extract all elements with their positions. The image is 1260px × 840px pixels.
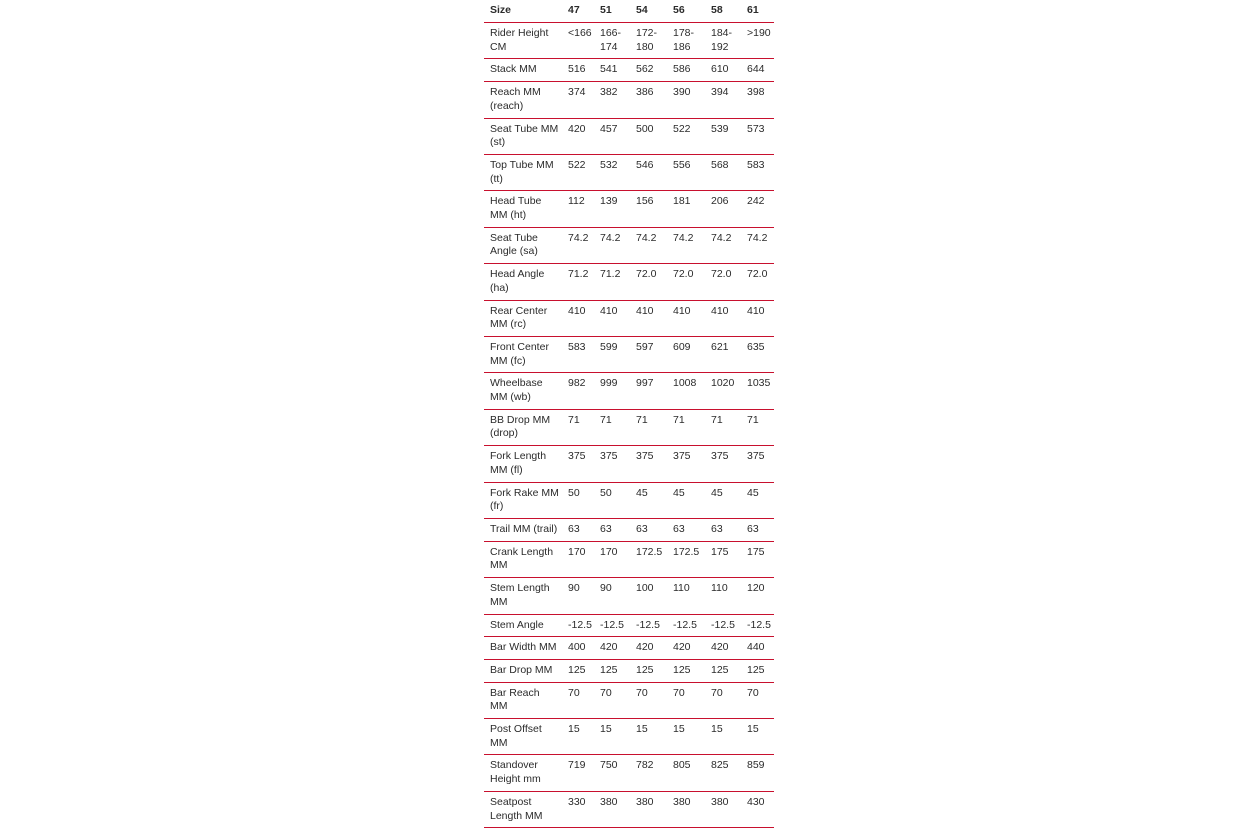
table-cell: 440 <box>741 637 774 660</box>
table-row <box>484 541 774 577</box>
table-cell: 782 <box>630 755 667 791</box>
table-cell: 420 <box>562 118 594 154</box>
table-cell: 242 <box>741 191 774 227</box>
table-cell: 70 <box>705 682 741 718</box>
table-cell: 330 <box>562 791 594 827</box>
table-cell: 70 <box>630 682 667 718</box>
table-cell: 621 <box>705 336 741 372</box>
table-cell: 63 <box>630 518 667 541</box>
row-label: Fork Length MM (fl) <box>484 446 562 482</box>
table-cell: 71 <box>630 409 667 445</box>
table-cell: 568 <box>705 154 741 190</box>
table-cell: 573 <box>741 118 774 154</box>
row-label: Fork Rake MM (fr) <box>484 482 562 518</box>
table-row <box>484 518 774 541</box>
row-label: Standover Height mm <box>484 755 562 791</box>
table-cell: 125 <box>667 659 705 682</box>
row-label: Seat Tube Angle (sa) <box>484 227 562 263</box>
table-cell: 410 <box>705 300 741 336</box>
table-cell: 175 <box>741 541 774 577</box>
table-cell: 546 <box>630 154 667 190</box>
table-cell: 71 <box>705 409 741 445</box>
size-column-header: 58 <box>705 0 741 23</box>
table-cell: 15 <box>562 719 594 755</box>
geometry-table <box>484 0 774 828</box>
table-cell: 100 <box>630 578 667 614</box>
table-row <box>484 614 774 637</box>
table-cell: 184-192 <box>705 23 741 59</box>
table-cell: 1035 <box>741 373 774 409</box>
table-cell: 74.2 <box>705 227 741 263</box>
table-cell: 859 <box>741 755 774 791</box>
table-cell: 375 <box>667 446 705 482</box>
geometry-table-container <box>484 0 774 828</box>
table-cell: 45 <box>705 482 741 518</box>
table-cell: 172.5 <box>630 541 667 577</box>
row-label: Reach MM (reach) <box>484 82 562 118</box>
table-cell: 997 <box>630 373 667 409</box>
table-cell: 71.2 <box>594 264 630 300</box>
table-cell: 206 <box>705 191 741 227</box>
row-label: Top Tube MM (tt) <box>484 154 562 190</box>
header-row <box>484 0 774 23</box>
table-cell: 999 <box>594 373 630 409</box>
row-label: Stem Angle <box>484 614 562 637</box>
table-cell: 522 <box>667 118 705 154</box>
table-cell: 375 <box>705 446 741 482</box>
row-label: Bar Drop MM <box>484 659 562 682</box>
table-cell: 539 <box>705 118 741 154</box>
table-cell: 45 <box>630 482 667 518</box>
table-cell: 63 <box>705 518 741 541</box>
table-cell: 110 <box>667 578 705 614</box>
table-cell: 410 <box>562 300 594 336</box>
table-row <box>484 227 774 263</box>
row-label: Seat Tube MM (st) <box>484 118 562 154</box>
table-cell: 110 <box>705 578 741 614</box>
table-cell: 644 <box>741 59 774 82</box>
table-cell: 982 <box>562 373 594 409</box>
table-cell: 375 <box>630 446 667 482</box>
table-cell: 125 <box>594 659 630 682</box>
table-cell: 380 <box>667 791 705 827</box>
table-cell: 71 <box>667 409 705 445</box>
table-cell: 74.2 <box>562 227 594 263</box>
row-label: Rider Height CM <box>484 23 562 59</box>
table-cell: 50 <box>562 482 594 518</box>
row-label: Wheelbase MM (wb) <box>484 373 562 409</box>
row-label: Stack MM <box>484 59 562 82</box>
table-row <box>484 118 774 154</box>
table-row <box>484 23 774 59</box>
table-cell: 386 <box>630 82 667 118</box>
table-row <box>484 336 774 372</box>
table-cell: 583 <box>741 154 774 190</box>
table-row <box>484 755 774 791</box>
table-cell: -12.5 <box>667 614 705 637</box>
table-cell: 172.5 <box>667 541 705 577</box>
table-cell: 125 <box>741 659 774 682</box>
table-cell: 398 <box>741 82 774 118</box>
row-label: Stem Length MM <box>484 578 562 614</box>
table-cell: 71 <box>741 409 774 445</box>
table-cell: 112 <box>562 191 594 227</box>
table-cell: 374 <box>562 82 594 118</box>
table-cell: 172-180 <box>630 23 667 59</box>
table-cell: >190 <box>741 23 774 59</box>
size-header: Size <box>484 0 562 23</box>
table-row <box>484 154 774 190</box>
table-cell: 522 <box>562 154 594 190</box>
table-cell: 375 <box>741 446 774 482</box>
table-cell: -12.5 <box>562 614 594 637</box>
table-row <box>484 446 774 482</box>
table-cell: 1020 <box>705 373 741 409</box>
table-cell: 635 <box>741 336 774 372</box>
table-cell: 125 <box>630 659 667 682</box>
table-cell: 45 <box>741 482 774 518</box>
table-cell: 750 <box>594 755 630 791</box>
table-cell: 125 <box>705 659 741 682</box>
table-row <box>484 300 774 336</box>
table-row <box>484 791 774 827</box>
table-cell: 71 <box>594 409 630 445</box>
table-cell: 380 <box>630 791 667 827</box>
size-column-header: 51 <box>594 0 630 23</box>
table-cell: 70 <box>562 682 594 718</box>
table-cell: 71.2 <box>562 264 594 300</box>
table-cell: 15 <box>667 719 705 755</box>
table-row <box>484 82 774 118</box>
table-cell: 410 <box>594 300 630 336</box>
table-cell: 599 <box>594 336 630 372</box>
table-cell: 380 <box>594 791 630 827</box>
table-cell: 74.2 <box>630 227 667 263</box>
table-cell: -12.5 <box>594 614 630 637</box>
row-label: Post Offset MM <box>484 719 562 755</box>
table-cell: 45 <box>667 482 705 518</box>
table-cell: 394 <box>705 82 741 118</box>
table-cell: -12.5 <box>741 614 774 637</box>
table-cell: 15 <box>630 719 667 755</box>
row-label: Head Angle (ha) <box>484 264 562 300</box>
row-label: Bar Reach MM <box>484 682 562 718</box>
table-cell: 375 <box>594 446 630 482</box>
table-cell: 15 <box>705 719 741 755</box>
row-label: Crank Length MM <box>484 541 562 577</box>
table-cell: 63 <box>741 518 774 541</box>
table-cell: 586 <box>667 59 705 82</box>
table-cell: 72.0 <box>741 264 774 300</box>
table-row <box>484 578 774 614</box>
table-cell: 70 <box>594 682 630 718</box>
table-cell: 420 <box>667 637 705 660</box>
table-cell: 457 <box>594 118 630 154</box>
table-cell: 15 <box>594 719 630 755</box>
table-row <box>484 682 774 718</box>
table-cell: 125 <box>562 659 594 682</box>
table-cell: 532 <box>594 154 630 190</box>
table-cell: 90 <box>562 578 594 614</box>
table-cell: 120 <box>741 578 774 614</box>
table-row <box>484 659 774 682</box>
row-label: Rear Center MM (rc) <box>484 300 562 336</box>
table-cell: 410 <box>667 300 705 336</box>
table-cell: 50 <box>594 482 630 518</box>
table-cell: 70 <box>667 682 705 718</box>
table-cell: 170 <box>562 541 594 577</box>
table-cell: 181 <box>667 191 705 227</box>
table-cell: 410 <box>741 300 774 336</box>
table-cell: 71 <box>562 409 594 445</box>
table-row <box>484 637 774 660</box>
table-cell: 420 <box>594 637 630 660</box>
table-cell: 63 <box>594 518 630 541</box>
table-cell: 72.0 <box>667 264 705 300</box>
table-cell: 597 <box>630 336 667 372</box>
table-cell: 170 <box>594 541 630 577</box>
table-row <box>484 719 774 755</box>
table-cell: 70 <box>741 682 774 718</box>
table-cell: 375 <box>562 446 594 482</box>
table-cell: 516 <box>562 59 594 82</box>
table-cell: 610 <box>705 59 741 82</box>
table-cell: 609 <box>667 336 705 372</box>
table-cell: 410 <box>630 300 667 336</box>
row-label: Bar Width MM <box>484 637 562 660</box>
table-cell: 63 <box>667 518 705 541</box>
table-row <box>484 59 774 82</box>
row-label: Head Tube MM (ht) <box>484 191 562 227</box>
size-column-header: 61 <box>741 0 774 23</box>
table-cell: 90 <box>594 578 630 614</box>
table-cell: 430 <box>741 791 774 827</box>
table-cell: -12.5 <box>630 614 667 637</box>
table-cell: 139 <box>594 191 630 227</box>
size-column-header: 54 <box>630 0 667 23</box>
table-row <box>484 264 774 300</box>
table-cell: -12.5 <box>705 614 741 637</box>
table-cell: 63 <box>562 518 594 541</box>
table-cell: 72.0 <box>705 264 741 300</box>
table-row <box>484 482 774 518</box>
row-label: BB Drop MM (drop) <box>484 409 562 445</box>
table-row <box>484 191 774 227</box>
table-cell: 1008 <box>667 373 705 409</box>
table-cell: 74.2 <box>594 227 630 263</box>
table-cell: 805 <box>667 755 705 791</box>
row-label: Seatpost Length MM <box>484 791 562 827</box>
table-cell: 166-174 <box>594 23 630 59</box>
table-cell: 562 <box>630 59 667 82</box>
table-row <box>484 409 774 445</box>
table-cell: 500 <box>630 118 667 154</box>
table-cell: 541 <box>594 59 630 82</box>
table-cell: 583 <box>562 336 594 372</box>
table-cell: 156 <box>630 191 667 227</box>
table-cell: 380 <box>705 791 741 827</box>
table-cell: 556 <box>667 154 705 190</box>
row-label: Trail MM (trail) <box>484 518 562 541</box>
table-cell: 15 <box>741 719 774 755</box>
table-cell: 420 <box>705 637 741 660</box>
table-cell: 382 <box>594 82 630 118</box>
table-cell: 72.0 <box>630 264 667 300</box>
table-row <box>484 373 774 409</box>
table-cell: 420 <box>630 637 667 660</box>
table-cell: 400 <box>562 637 594 660</box>
table-cell: 825 <box>705 755 741 791</box>
table-cell: 719 <box>562 755 594 791</box>
table-cell: 74.2 <box>667 227 705 263</box>
table-cell: 178-186 <box>667 23 705 59</box>
table-cell: 74.2 <box>741 227 774 263</box>
size-column-header: 47 <box>562 0 594 23</box>
row-label: Front Center MM (fc) <box>484 336 562 372</box>
size-column-header: 56 <box>667 0 705 23</box>
table-cell: <166 <box>562 23 594 59</box>
table-cell: 390 <box>667 82 705 118</box>
geometry-table-body <box>484 23 774 828</box>
table-cell: 175 <box>705 541 741 577</box>
